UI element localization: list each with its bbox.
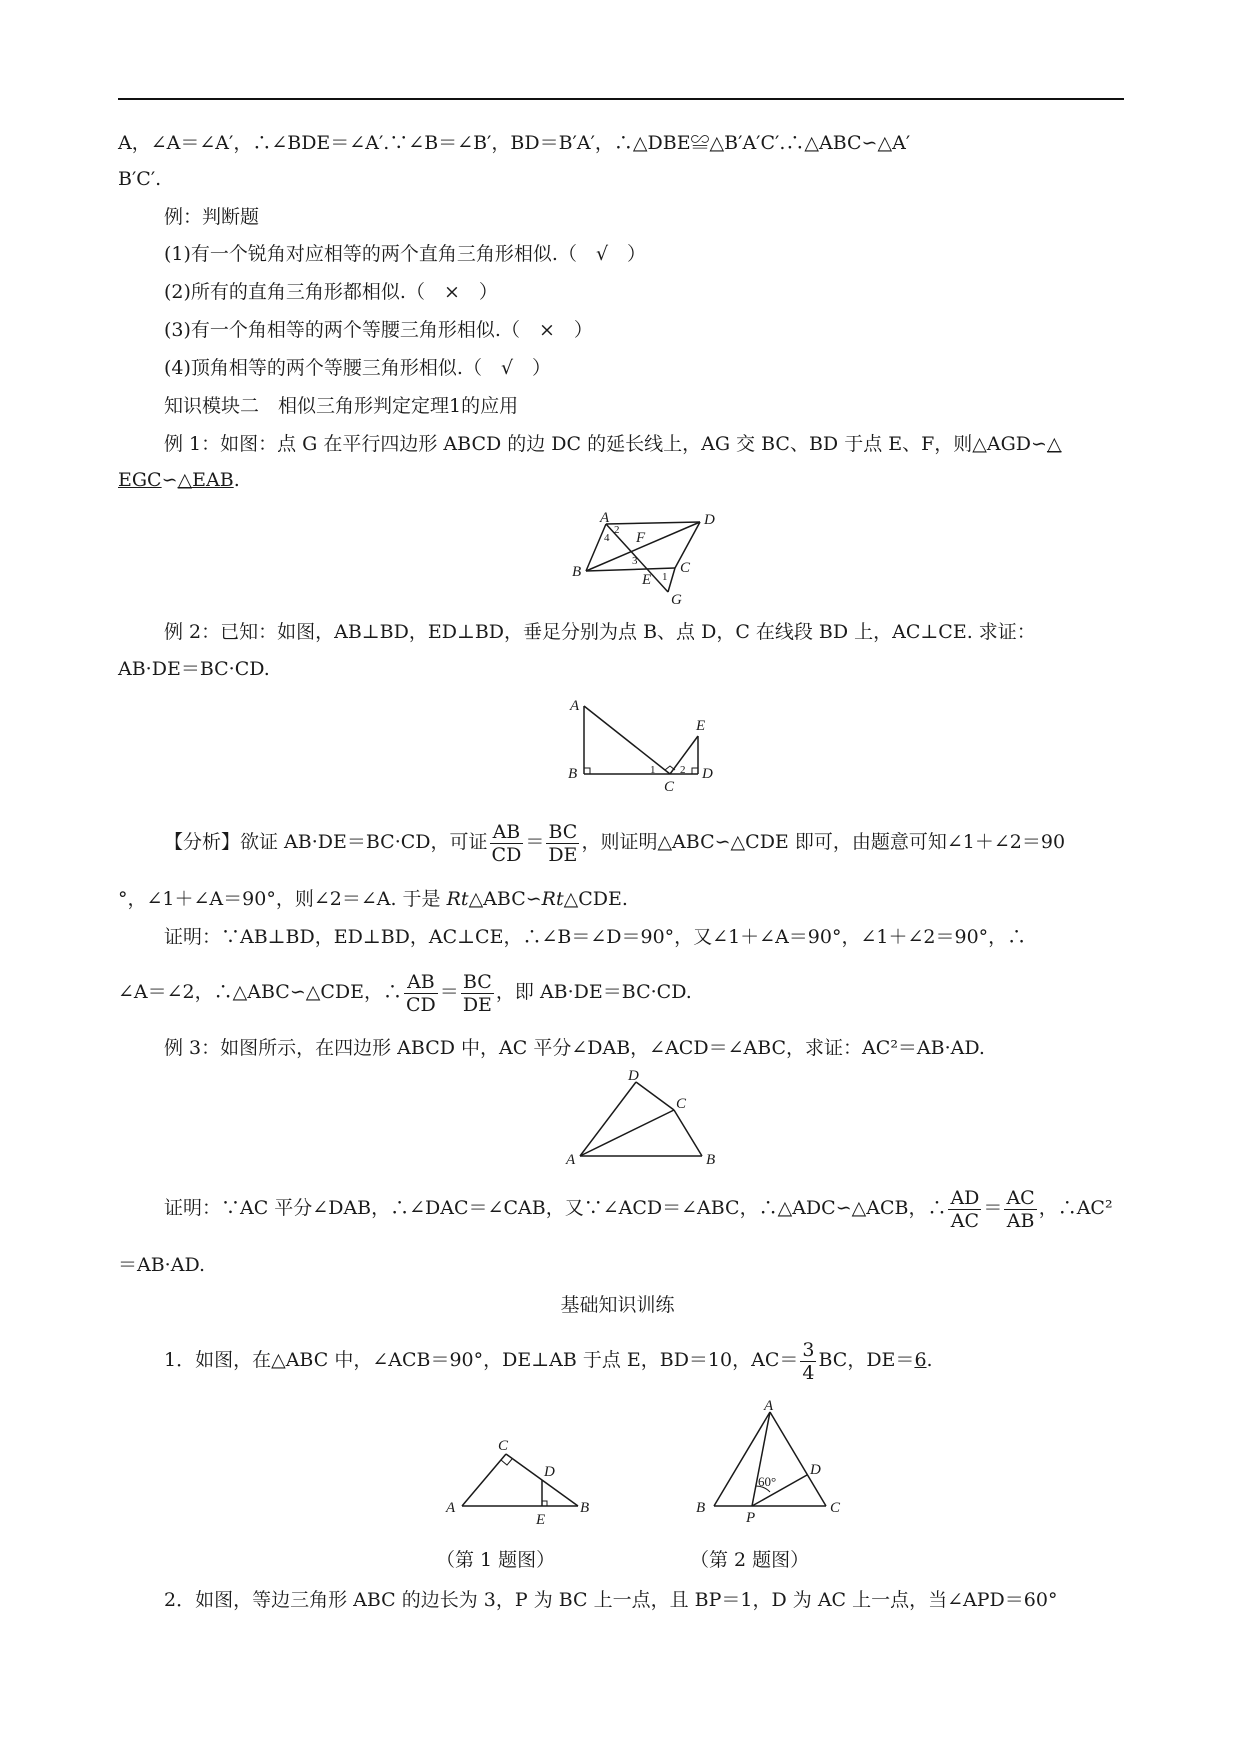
label-D: D	[704, 512, 715, 528]
proof3-line1	[164, 1178, 1113, 1238]
label-E: E	[536, 1512, 546, 1528]
label-G: G	[671, 592, 682, 604]
question2-figure	[690, 1400, 860, 1530]
equals: ＝	[983, 1197, 1003, 1219]
label-D: D	[702, 766, 713, 782]
label-F: F	[636, 530, 646, 546]
example1-line1	[164, 432, 1062, 456]
question-text: BC，DE＝	[818, 1349, 915, 1371]
equals: ＝	[525, 831, 545, 853]
question2: 2．如图，等边三角形 ABC 的边长为 3，P 为 BC 上一点，且 BP＝1，D 为 AC 上一点，当∠APD＝60°	[164, 1589, 1058, 1611]
label-A: A	[446, 1500, 456, 1516]
numerator: BC	[461, 971, 494, 994]
parallelogram-figure	[570, 504, 730, 604]
question-text: 1．如图，在△ABC 中，∠ACB＝90°，DE⊥AB 于点 E，BD＝10，AC＝	[164, 1349, 799, 1371]
denominator: DE	[548, 843, 578, 866]
figure2-caption: （第 2 题图）	[690, 1549, 810, 1571]
answer-blank: 6	[914, 1349, 927, 1371]
proof-text: 证明：∵AC 平分∠DAB，∴∠DAC＝∠CAB，又∵∠ACD＝∠ABC，∴△ADC∽△ACB，∴	[164, 1197, 947, 1219]
analysis-text: △ABC∽	[468, 888, 542, 910]
label-C: C	[830, 1500, 841, 1516]
label-E: E	[696, 718, 706, 734]
similar-symbol: ∽	[161, 469, 178, 491]
fraction-ab-cd	[404, 971, 438, 1016]
proof-text: ∠A＝∠2，∴△ABC∽△CDE，∴	[118, 981, 403, 1003]
label-B: B	[580, 1500, 590, 1516]
rt-label: Rt	[446, 888, 469, 910]
example-title: 例：判断题	[164, 206, 260, 228]
quadrilateral-figure	[562, 1068, 732, 1168]
right-triangles-figure	[560, 694, 730, 794]
label-A: A	[600, 510, 610, 526]
label-C: C	[676, 1096, 687, 1112]
answer-blank: EGC	[118, 469, 162, 491]
question1	[164, 1330, 933, 1390]
denominator: DE	[462, 993, 492, 1016]
answer-blank: △EAB	[177, 469, 234, 491]
judge-item: (4)顶角相等的两个等腰三角形相似.（ √ ）	[164, 357, 552, 379]
analysis-text: 【分析】欲证 AB·DE＝BC·CD，可证	[164, 831, 488, 853]
period: .	[926, 1349, 933, 1371]
label-C: C	[680, 560, 691, 576]
text-line: A，∠A＝∠A′，∴∠BDE＝∠A′.∵∠B＝∠B′，BD＝B′A′，∴△DBE≌△B′A′C′.∴△ABC∽△A′	[118, 132, 911, 154]
denominator: AC	[950, 1209, 980, 1232]
analysis-line2	[118, 887, 628, 911]
label-D: D	[810, 1462, 821, 1478]
proof-text: ，∴AC²	[1038, 1197, 1113, 1219]
label-A: A	[566, 1152, 576, 1168]
angle-1-label: 1	[662, 571, 668, 583]
fraction-bc-de	[546, 821, 579, 866]
label-D: D	[628, 1068, 639, 1084]
label-D: D	[544, 1464, 555, 1480]
proof2-line1: 证明：∵AB⊥BD，ED⊥BD，AC⊥CE，∴∠B＝∠D＝90°，又∠1＋∠A＝90°，∠1＋∠2＝90°，∴	[164, 926, 1027, 948]
question1-figure	[440, 1438, 600, 1528]
text-line: B′C′.	[118, 168, 162, 190]
label-B: B	[568, 766, 578, 782]
numerator: AD	[950, 1186, 980, 1209]
example1-line2	[118, 468, 240, 492]
example1-text: 例 1：如图：点 G 在平行四边形 ABCD 的边 DC 的延长线上，AG 交 BC、BD 于点 E、F，则△AGD∽	[164, 433, 1047, 455]
proof3-line2: ＝AB·AD.	[118, 1254, 206, 1276]
rt-label: Rt	[541, 888, 564, 910]
example2-line2: AB·DE＝BC·CD.	[118, 658, 270, 680]
numerator: AB	[490, 821, 524, 844]
fraction-three-quarters	[800, 1339, 816, 1384]
answer-blank: △	[1046, 433, 1062, 455]
angle-60-label: 60°	[758, 1474, 777, 1489]
angle-2-label: 2	[614, 524, 620, 536]
label-A: A	[570, 698, 580, 714]
fraction-ac-ab	[1004, 1187, 1036, 1232]
angle-2-label: 2	[680, 764, 686, 776]
denominator: 4	[802, 1361, 815, 1384]
analysis-text: °，∠1＋∠A＝90°，则∠2＝∠A. 于是	[118, 888, 447, 910]
label-B: B	[696, 1500, 706, 1516]
equals: ＝	[439, 981, 459, 1003]
example3-line: 例 3：如图所示，在四边形 ABCD 中，AC 平分∠DAB，∠ACD＝∠ABC，求证：AC²＝AB·AD.	[164, 1037, 985, 1059]
module-heading: 知识模块二 相似三角形判定定理1的应用	[164, 395, 519, 417]
fraction-ab-cd	[490, 821, 524, 866]
numerator: AC	[1006, 1186, 1035, 1209]
figure1-caption: （第 1 题图）	[436, 1549, 556, 1571]
label-B: B	[572, 564, 582, 580]
numerator: BC	[546, 821, 579, 844]
analysis-line1	[164, 812, 1065, 872]
numerator: AB	[404, 971, 438, 994]
fraction-bc-de	[461, 971, 494, 1016]
header-rule	[118, 98, 1124, 100]
example2-line1: 例 2：已知：如图，AB⊥BD，ED⊥BD，垂足分别为点 B、点 D，C 在线段 BD 上，AC⊥CE. 求证：	[164, 621, 1036, 643]
analysis-text: ，则证明△ABC∽△CDE 即可，由题意可知∠1＋∠2＝90	[581, 831, 1066, 853]
label-E: E	[642, 572, 652, 588]
label-P: P	[746, 1510, 756, 1526]
fraction-ad-ac	[948, 1187, 981, 1232]
angle-1-label: 1	[650, 764, 656, 776]
label-B: B	[706, 1152, 716, 1168]
proof-text: ，即 AB·DE＝BC·CD.	[495, 981, 692, 1003]
label-C: C	[498, 1438, 509, 1454]
angle-4-label: 4	[604, 532, 610, 544]
judge-item: (1)有一个锐角对应相等的两个直角三角形相似.（ √ ）	[164, 243, 647, 265]
denominator: CD	[491, 843, 522, 866]
judge-item: (3)有一个角相等的两个等腰三角形相似.（ × ）	[164, 319, 593, 341]
numerator: 3	[802, 1338, 815, 1361]
angle-3-label: 3	[632, 555, 638, 567]
label-A: A	[764, 1400, 774, 1414]
analysis-text: △CDE.	[563, 888, 628, 910]
proof2-line2	[118, 962, 692, 1022]
denominator: AB	[1006, 1209, 1035, 1232]
section-title: 基础知识训练	[560, 1294, 675, 1316]
period: .	[233, 469, 240, 491]
label-C: C	[664, 779, 675, 794]
judge-item: (2)所有的直角三角形都相似.（ × ）	[164, 281, 498, 303]
denominator: CD	[406, 993, 436, 1016]
